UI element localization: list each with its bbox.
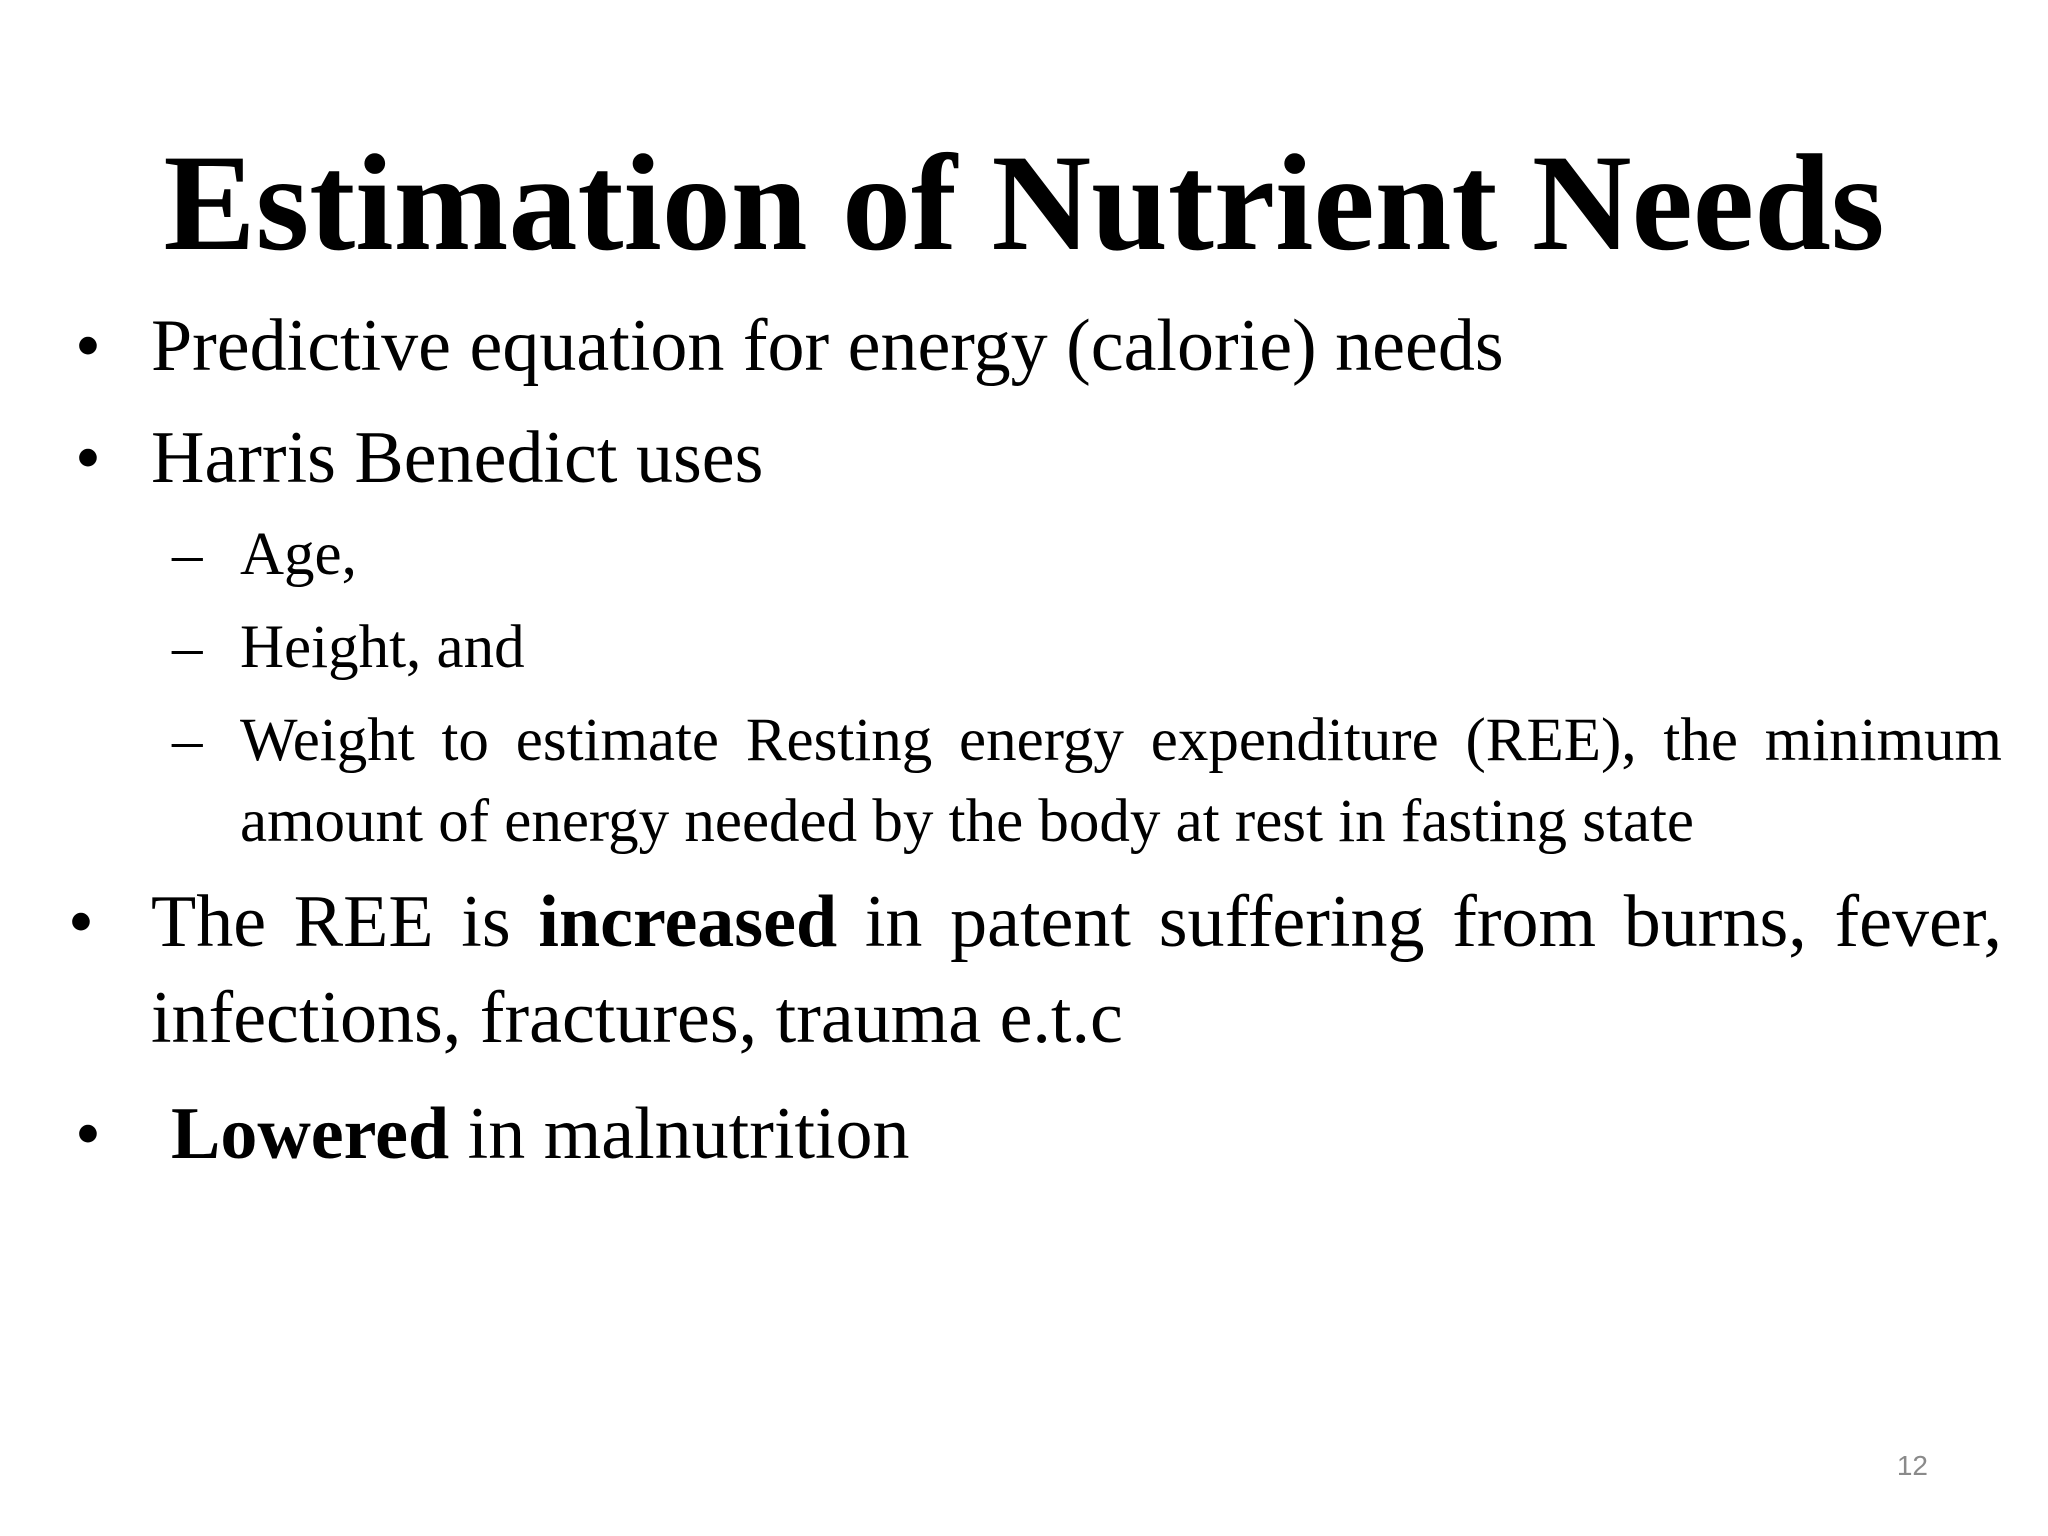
sub-list [68, 514, 2002, 862]
page-number: 12 [1896, 1450, 1928, 1481]
sub-marker: – [172, 614, 203, 681]
bullet-text-post: in malnutrition [449, 1093, 910, 1175]
bullet-emphasis: increased [538, 881, 838, 963]
bullet-text-pre: The REE is [151, 881, 539, 963]
slide-content [68, 290, 2002, 1184]
sub-text: Height, and [240, 614, 525, 681]
sub-marker: – [172, 707, 203, 774]
bullet-item [68, 874, 2002, 1066]
bullet-text: Harris Benedict uses [151, 417, 764, 499]
bullet-item [68, 1084, 2002, 1184]
bullet-text-post: in patent suffering from burns, fever, infections, fractures, trauma e.t.c [151, 881, 2002, 1059]
sub-item [68, 514, 2002, 595]
bullet-marker: • [75, 1093, 101, 1175]
sub-text: Age, [240, 521, 357, 588]
bullet-marker: • [68, 881, 94, 963]
bullet-text: Predictive equation for energy (calorie) needs [151, 305, 1504, 387]
sub-item [68, 607, 2002, 688]
sub-marker: – [172, 521, 203, 588]
bullet-marker: • [75, 417, 101, 499]
bullet-item [68, 296, 2002, 396]
bullet-emphasis: Lowered [171, 1093, 450, 1175]
sub-text: Weight to estimate Resting energy expenditure (REE), the minimum amount of energy needed by the body at rest in fasting state [240, 707, 2002, 855]
sub-item [68, 700, 2002, 862]
bullet-marker: • [75, 305, 101, 387]
bullet-item [68, 408, 2002, 508]
slide-title: Estimation of Nutrient Needs [163, 126, 1885, 279]
